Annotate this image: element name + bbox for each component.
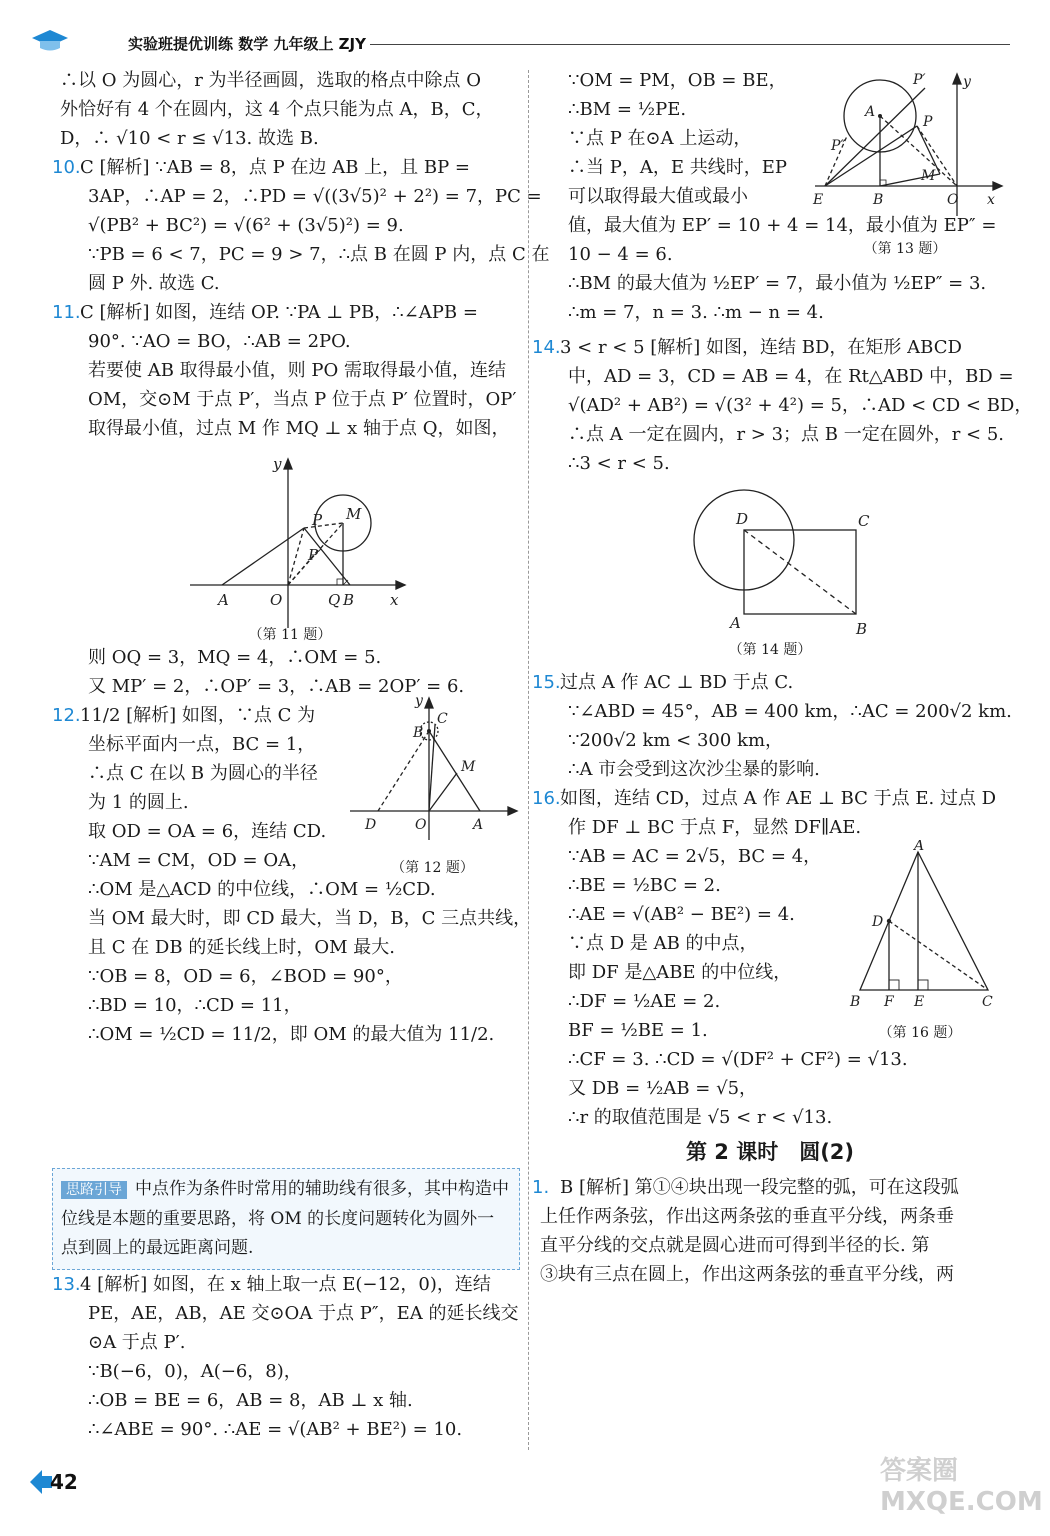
text-line <box>540 1074 1000 1103</box>
line-text: ∴点 A 一定在圆内，r > 3；点 B 一定在圆外，r < 5. <box>568 424 1004 445</box>
fig13-label-a: A <box>865 104 876 120</box>
line-text: ∴m = 7，n = 3. ∴m − n = 4. <box>568 302 824 323</box>
text-line <box>60 269 520 298</box>
text-line <box>60 240 550 269</box>
line-text: 可以取得最大值或最小 <box>568 186 748 207</box>
text-line <box>60 327 520 356</box>
figure-11-diagram <box>60 443 520 633</box>
line-text: 直平分线的交点就是圆心进而可得到半径的长. 第 <box>540 1235 930 1256</box>
q11-conclusion <box>60 643 520 701</box>
line-text: 3 < r < 5 [解析] 如图，连结 BD，在矩形 ABCD <box>560 337 962 358</box>
line-text: 当 OM 最大时，即 CD 最大，当 D，B，C 三点共线， <box>88 908 532 929</box>
question-number: 15. <box>532 672 561 693</box>
text-line <box>60 1386 520 1415</box>
text-line <box>60 385 520 414</box>
text-line <box>52 153 520 182</box>
q12-block <box>52 695 532 1049</box>
q13-left-block <box>52 1270 520 1444</box>
fig13-label-o: O <box>947 192 959 208</box>
fig12-label-m: M <box>461 759 476 775</box>
text-line <box>532 784 1000 813</box>
figure-13 <box>805 66 1005 257</box>
q14-text <box>532 333 1033 478</box>
fig12-label-c: C <box>437 711 448 727</box>
line-text: ∵点 P 在⊙A 上运动， <box>568 128 752 149</box>
text-line <box>540 449 1000 478</box>
text-line <box>532 333 1000 362</box>
text-line <box>60 1357 520 1386</box>
line-text: ∴DF = ½AE = 2. <box>568 991 721 1012</box>
line-text: BF = ½BE = 1. <box>568 1020 708 1041</box>
line-text: ∵200√2 km < 300 km， <box>568 730 784 751</box>
fig16-label-b: B <box>850 994 861 1010</box>
text-line <box>60 211 520 240</box>
tip-text: 中点作为条件时常用的辅助线有很多，其中构造中位线是本题的重要思路，将 OM 的长度问题转化为圆外一点到圆上的最远距离问题. <box>61 1179 509 1258</box>
line-text: ∵∠ABD = 45°，AB = 400 km，∴AC = 200√2 km. <box>568 701 1012 722</box>
fig13-label-b: B <box>873 192 884 208</box>
q13-continued <box>540 66 1000 327</box>
watermark: 答案圈 MXQE.COM <box>880 1456 1043 1517</box>
line-text: ∴OM = ½CD = 11/2，即 OM 的最大值为 11/2. <box>88 1024 495 1045</box>
page-number: 42 <box>50 1470 78 1494</box>
line-text: C [解析] 如图，连结 OP. ∵PA ⊥ PB，∴∠APB = <box>80 302 478 323</box>
fig16-label-d: D <box>872 914 884 930</box>
section-title: 第 2 课时 圆(2) <box>685 1140 855 1164</box>
text-line <box>532 1173 1000 1202</box>
lesson2-q1-text <box>532 1173 1000 1289</box>
line-text: ∴CF = 3. ∴CD = √(DF² + CF²) = √13. <box>568 1049 908 1070</box>
line-text: 过点 A 作 AC ⊥ BD 于点 C. <box>560 672 794 693</box>
line-text: 中，AD = 3，CD = AB = 4，在 Rt△ABD 中，BD = <box>568 366 1014 387</box>
line-text: 则 OQ = 3，MQ = 4，∴OM = 5. <box>88 647 382 668</box>
line-text: 上任作两条弦，作出这两条弦的垂直平分线，两条垂 <box>540 1206 954 1227</box>
right-column <box>532 66 1033 1289</box>
figure-12-caption: （第 12 题） <box>391 860 474 876</box>
text-line <box>60 95 520 124</box>
fig11-label-m: M <box>346 505 362 523</box>
text-line <box>60 414 520 443</box>
figure-13-caption: （第 13 题） <box>863 241 947 257</box>
text-line <box>540 362 1014 391</box>
line-text: 作 DF ⊥ BC 于点 F，显然 DF∥AE. <box>568 817 862 838</box>
figure-14 <box>540 478 1000 668</box>
fig12-label-b: B <box>413 725 424 741</box>
line-text: 值，最大值为 EP′ = 10 + 4 = 14，最小值为 EP″ = <box>568 215 997 236</box>
text-line <box>60 1328 520 1357</box>
fig13-label-x: x <box>987 192 995 208</box>
fig14-label-a: A <box>730 614 741 632</box>
line-text: ∴BM 的最大值为 ½EP′ = 7，最小值为 ½EP″ = 3. <box>568 273 987 294</box>
text-line <box>60 124 520 153</box>
question-number: 11. <box>52 302 81 323</box>
fig11-label-y: y <box>273 455 282 473</box>
tip-tag: 思路引导 <box>61 1181 127 1199</box>
column-divider <box>528 70 529 1450</box>
fig13-label-m: M <box>921 168 936 184</box>
fig11-label-a: A <box>218 591 229 609</box>
fig13-label-y: y <box>963 74 971 90</box>
question-number: 14. <box>532 337 561 358</box>
graduation-cap-icon <box>30 28 70 54</box>
line-text: ∴BM = ½PE. <box>568 99 687 120</box>
text-line <box>540 755 1000 784</box>
text-line <box>540 1045 1000 1074</box>
line-text: ∵AM = CM，OD = OA， <box>88 850 310 871</box>
text-line <box>60 991 520 1020</box>
line-text: C [解析] ∵AB = 8，点 P 在边 AB 上，且 BP = <box>80 157 471 178</box>
line-text: ∴OM 是△ACD 的中位线，∴OM = ½CD. <box>88 879 436 900</box>
text-line <box>540 813 1000 842</box>
line-text: 又 DB = ½AB = √5， <box>568 1078 758 1099</box>
q13-text <box>52 1270 520 1444</box>
fig14-label-b: B <box>856 620 868 638</box>
line-text: 为 1 的圆上. <box>88 792 189 813</box>
text-line <box>540 697 1012 726</box>
line-text: 即 DF 是△ABE 的中位线， <box>568 962 792 983</box>
line-text: 10 − 4 = 6. <box>568 244 673 265</box>
line-text: ∴r 的取值范围是 √5 < r < √13. <box>568 1107 833 1128</box>
line-text: ∴A 市会受到这次沙尘暴的影响. <box>568 759 820 780</box>
line-text: 4 [解析] 如图，在 x 轴上取一点 E(−12，0)，连结 <box>80 1274 491 1295</box>
fig13-label-e: E <box>813 192 824 208</box>
text-line <box>540 1231 1000 1260</box>
line-text: 3AP，∴AP = 2，∴PD = √((3√5)² + 2²) = 7，PC = <box>88 186 542 207</box>
figure-16 <box>840 840 1000 1040</box>
figure-11 <box>60 443 520 643</box>
fig12-label-o: O <box>415 817 427 833</box>
text-line <box>60 904 532 933</box>
header-rule <box>370 44 1010 45</box>
text-line <box>532 668 1000 697</box>
text-line <box>60 356 520 385</box>
text-line <box>60 182 542 211</box>
fig14-label-c: C <box>858 512 870 530</box>
line-text: D，∴ √10 < r ≤ √13. 故选 B. <box>60 128 319 149</box>
fig13-label-p-prime: P′ <box>913 72 926 88</box>
fig11-label-q: Q <box>328 591 341 609</box>
text-line <box>60 66 520 95</box>
figure-12-diagram <box>345 695 520 845</box>
line-text: ③块有三点在圆上，作出这两条弦的垂直平分线，两 <box>540 1264 954 1285</box>
fig12-label-y: y <box>415 695 423 709</box>
text-line <box>52 298 520 327</box>
text-line <box>60 1299 520 1328</box>
fig11-label-p: P <box>312 511 323 529</box>
text-line <box>540 391 1033 420</box>
line-text: 又 MP′ = 2，∴OP′ = 3，∴AB = 2OP′ = 6. <box>88 676 465 697</box>
fig12-label-a: A <box>473 817 484 833</box>
line-text: ∴∠ABE = 90°. ∴AE = √(AB² + BE²) = 10. <box>88 1419 463 1440</box>
line-text: ∵AB = AC = 2√5，BC = 4， <box>568 846 822 867</box>
line-text: 若要使 AB 取得最小值，则 PO 需取得最小值，连结 <box>88 360 506 381</box>
line-text: ∵点 D 是 AB 的中点， <box>568 933 758 954</box>
text-line <box>60 933 520 962</box>
line-text: 外恰好有 4 个在圆内，这 4 个点只能为点 A，B，C， <box>60 99 494 120</box>
line-text: ∴点 C 在以 B 为圆心的半径 <box>88 763 318 784</box>
line-text: 取 OD = OA = 6，连结 CD. <box>88 821 327 842</box>
line-text: PE，AE，AB，AE 交⊙OA 于点 P″，EA 的延长线交 <box>88 1303 519 1324</box>
line-text: 且 C 在 DB 的延长线上时，OM 最大. <box>88 937 395 958</box>
q15-text <box>532 668 1012 784</box>
line-text: √(PB² + BC²) = √(6² + (3√5)²) = 9. <box>88 215 404 236</box>
fig16-label-f: F <box>884 994 894 1010</box>
line-text: ∴以 O 为圆心，r 为半径画圆，选取的格点中除点 O <box>60 70 482 91</box>
text-line <box>540 269 1000 298</box>
figure-14-caption: （第 14 题） <box>728 642 812 658</box>
text-line <box>540 726 1000 755</box>
text-line <box>540 298 1000 327</box>
fig12-label-d: D <box>365 817 377 833</box>
fig13-label-p: P <box>923 114 933 130</box>
line-text: ∴当 P，A，E 共线时，EP <box>568 157 787 178</box>
text-line <box>52 1270 520 1299</box>
line-text: ∴3 < r < 5. <box>568 453 670 474</box>
line-text: ∴OB = BE = 6，AB = 8，AB ⊥ x 轴. <box>88 1390 413 1411</box>
fig16-label-a: A <box>914 840 925 854</box>
line-text: B [解析] 第①④块出现一段完整的弧，可在这段弧 <box>560 1177 959 1198</box>
figure-14-diagram <box>540 478 1000 648</box>
line-text: ⊙A 于点 P′. <box>88 1332 186 1353</box>
fig16-label-c: C <box>982 994 993 1010</box>
page-header <box>30 28 1020 56</box>
line-text: ∴AE = √(AB² − BE²) = 4. <box>568 904 795 925</box>
fig11-label-p-prime: P′ <box>308 546 322 564</box>
fig11-label-b: B <box>343 591 355 609</box>
line-text: 90°. ∵AO = BO，∴AB = 2PO. <box>88 331 351 352</box>
question-number: 1. <box>532 1177 550 1198</box>
fig16-label-e: E <box>914 994 925 1010</box>
text-line <box>540 1103 1000 1132</box>
line-text: 坐标平面内一点，BC = 1， <box>88 734 316 755</box>
line-text: OM，交⊙M 于点 P′，当点 P 位于点 P′ 位置时，OP′ <box>88 389 517 410</box>
tip-box <box>52 1168 520 1270</box>
fig11-label-x: x <box>390 591 399 609</box>
line-text: 11/2 [解析] 如图，∵点 C 为 <box>80 705 316 726</box>
q16-block <box>532 784 1000 1132</box>
question-number: 13. <box>52 1274 81 1295</box>
fig11-label-o: O <box>270 591 283 609</box>
line-text: ∵OM = PM，OB = BE， <box>568 70 787 91</box>
question-number: 12. <box>52 705 81 726</box>
text-line <box>60 1020 520 1049</box>
line-text: ∵PB = 6 < 7，PC = 9 > 7，∴点 B 在圆 P 内，点 C 在 <box>88 244 550 265</box>
question-number: 16. <box>532 788 561 809</box>
fig13-label-p-double-prime: P″ <box>831 138 846 154</box>
figure-13-diagram <box>805 66 1005 226</box>
figure-16-caption: （第 16 题） <box>878 1025 962 1041</box>
line-text: √(AD² + AB²) = √(3² + 4²) = 5，∴AD < CD < BD， <box>568 395 1033 416</box>
line-text: 取得最小值，过点 M 作 MQ ⊥ x 轴于点 Q，如图， <box>88 418 510 439</box>
text-line <box>60 962 520 991</box>
line-text: ∵OB = 8，OD = 6，∠BOD = 90°， <box>88 966 403 987</box>
figure-12 <box>345 695 520 876</box>
line-text: 圆 P 外. 故选 C. <box>88 273 220 294</box>
text-line <box>540 1202 1000 1231</box>
text-line <box>540 420 1004 449</box>
text-line <box>60 1415 520 1444</box>
fig14-label-d: D <box>736 510 749 528</box>
line-text: ∴BE = ½BC = 2. <box>568 875 721 896</box>
figure-11-caption: （第 11 题） <box>248 627 332 643</box>
text-line <box>540 1260 1000 1289</box>
line-text: 如图，连结 CD，过点 A 作 AE ⊥ BC 于点 E. 过点 D <box>560 788 997 809</box>
book-title: 实验班提优训练 数学 九年级上 ZJY <box>128 35 366 53</box>
line-text: ∴BD = 10，∴CD = 11， <box>88 995 302 1016</box>
line-text: ∵B(−6，0)，A(−6，8)， <box>88 1361 302 1382</box>
question-number: 10. <box>52 157 81 178</box>
figure-16-diagram <box>840 840 1000 1010</box>
